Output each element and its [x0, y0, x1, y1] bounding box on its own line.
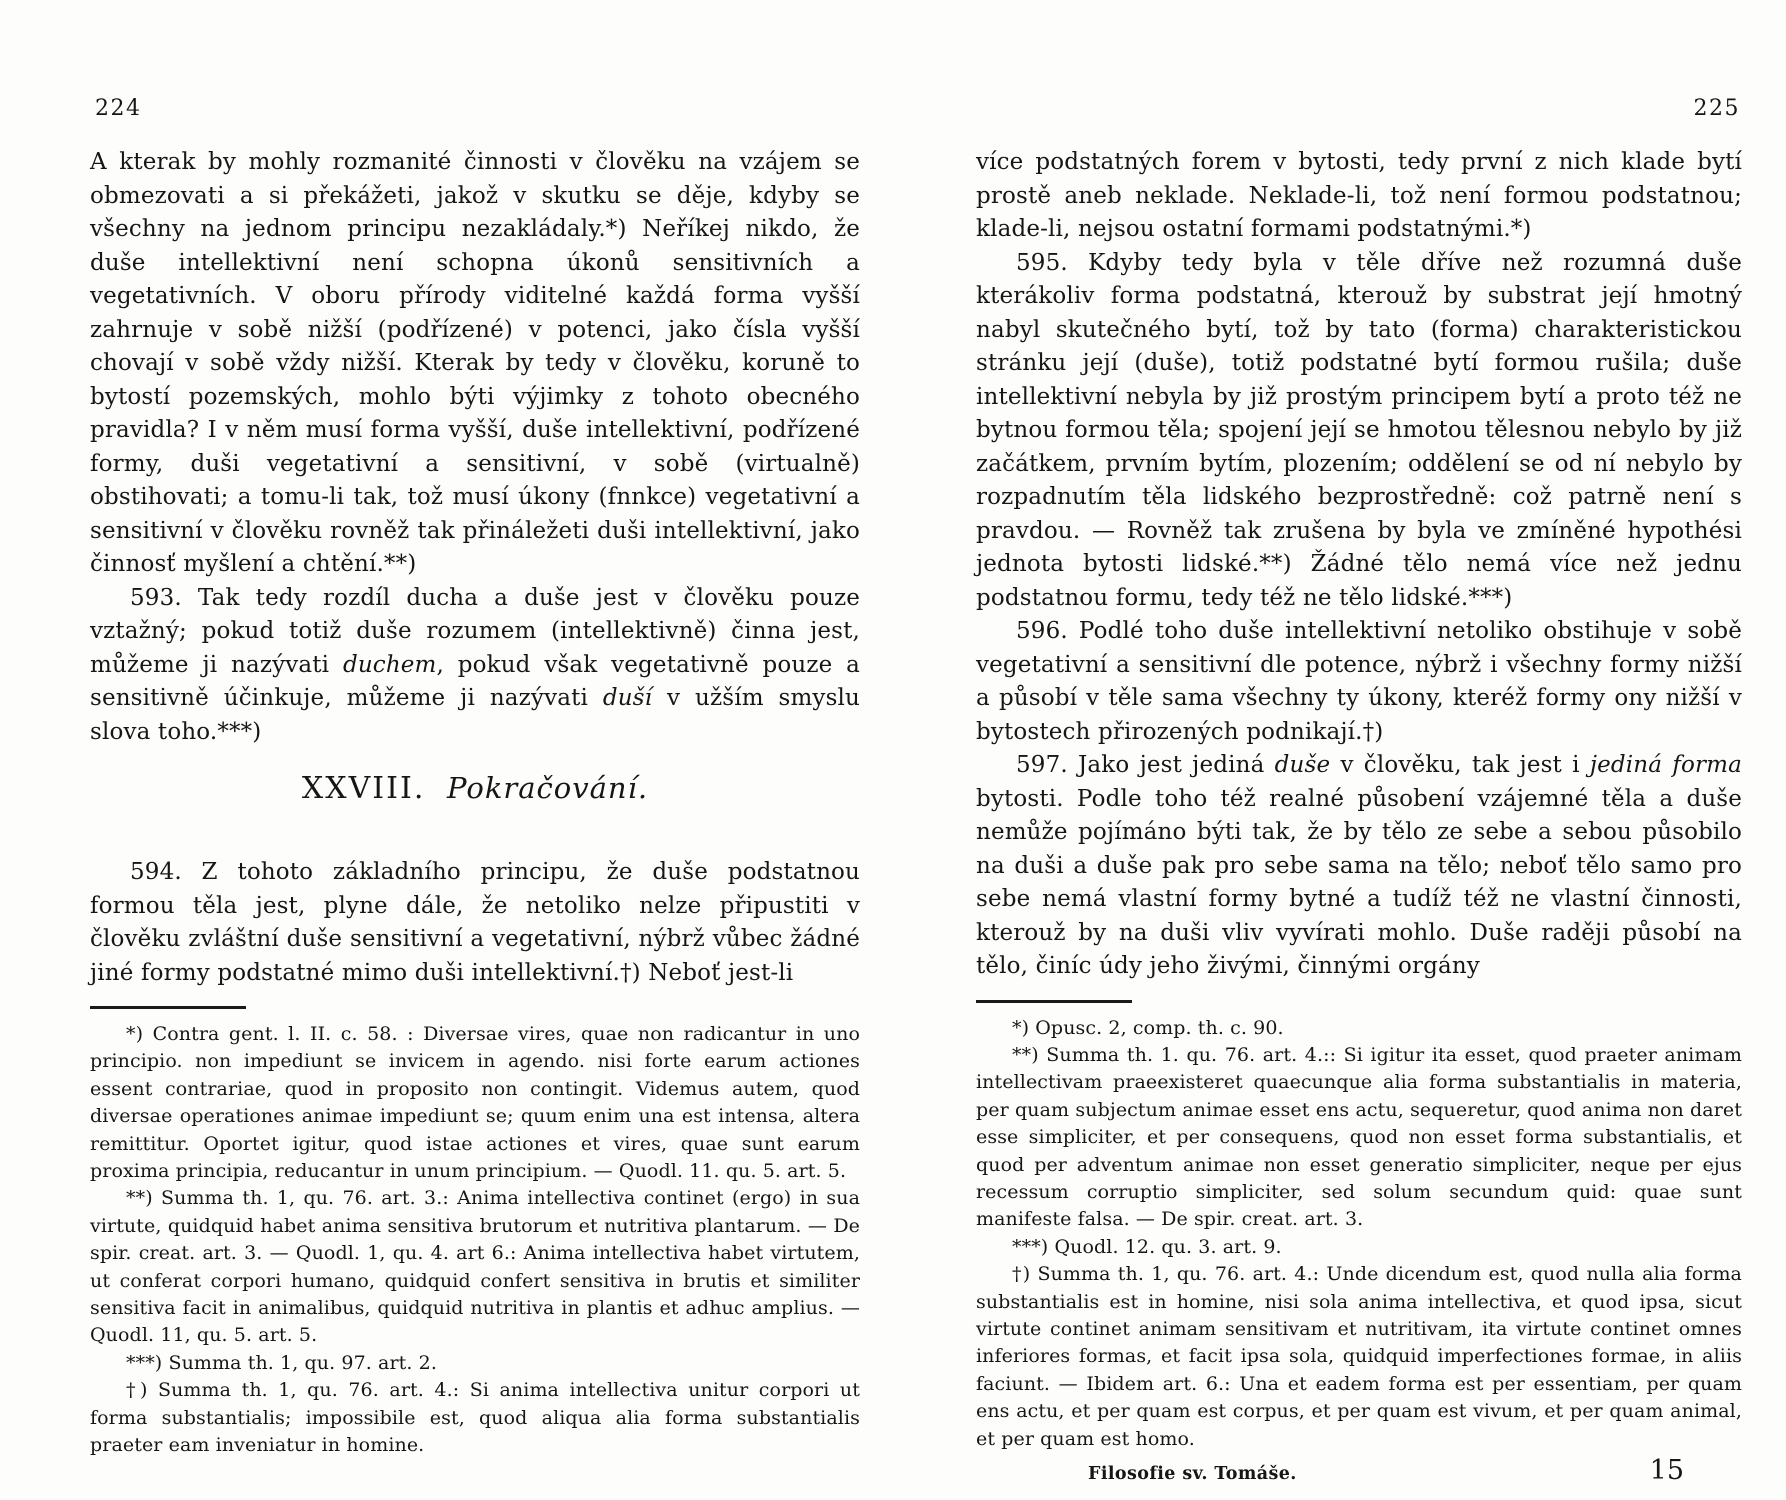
footnote: [976, 1015, 1742, 1042]
text-segment: 596. Podlé toho duše intellektivní netoliko obstihuje v sobě vegetativní a sensitivní dle potence, nýbrž i všechny formy nižší a působí v těle sama všechny ty úkony, kteréž formy ony nižší v bytostech přirozených podnikají.†): [976, 618, 1742, 745]
page-number-right: 225: [1693, 96, 1740, 121]
chapter-number: XXVIII.: [301, 771, 426, 806]
text-segment: *) Contra gent. l. II. c. 58. : Diversae vires, quae non radicantur in uno principio. non impediunt se invicem in agendo. nisi forte earum actiones essent contrariae, quod in proposito non contingit. Videmus autem, quod diversae operationes animae impediunt se; quum enim una est intensa, altera remittitur. Oportet igitur, quod istae actiones et vires, quae sunt earum proxima principia, reducantur in unum principium. — Quodl. 11. qu. 5. art. 5.: [90, 1023, 860, 1183]
text-segment: jediná forma: [1589, 752, 1742, 778]
footnotes-right: [976, 1015, 1742, 1454]
page-footer: [976, 1453, 1742, 1486]
body-text-left-top: [90, 146, 860, 749]
chapter-title: Pokračování.: [447, 771, 649, 805]
page-224: [90, 96, 860, 1460]
paragraph: [90, 582, 860, 750]
footnote: [90, 1350, 860, 1377]
text-segment: †) Summa th. 1, qu. 76. art. 4.: Unde dicendum est, quod nulla alia forma substantialis est in homine, nisi sola anima intellectiva, et quod ipsa, sicut virtute continet animam sensitivam et nutritivam, ita virtute continet omnes inferiores formas, et facit ipsa sola, quidquid imperfectiones formae, in aliis faciunt. — Ibidem art. 6.: Una et eadem forma est per essentiam, per quam ens actu, et per quam est corpus, et per quam est vivum, et per quam animal, et per quam est homo.: [976, 1263, 1742, 1450]
footnote: [976, 1234, 1742, 1261]
text-segment: 595. Kdyby tedy byla v těle dříve než rozumná duše kterákoliv forma podstatná, kterouž by substrat její hmotný nabyl skutečného bytí, tož by tato (forma) charakteristickou stránku její (duše), totiž podstatné bytí formou rušila; duše intellektivní nebyla by již prostým principem bytí a proto též ne bytnou formou těla; spojení její se hmotou tělesnou nebylo by již začátkem, prvním bytím, plozením; oddělení se od ní nebylo by rozpadnutím těla lidského bezprostředně: což patrně není s pravdou. — Rovněž tak zrušena by byla ve zmíněné hypothési jednota bytosti lidské.**) Žádné tělo nemá více než jednu podstatnou formu, tedy též ne tělo lidské.***): [976, 249, 1742, 611]
footnote: [976, 1261, 1742, 1453]
signature-number: 15: [1649, 1455, 1684, 1486]
page-225: [976, 96, 1742, 1486]
text-segment: v užším smyslu slova toho.***): [90, 685, 861, 745]
text-segment: 594. Z tohoto základního principu, že duše podstatnou formou těla jest, plyne dále, že netoliko nelze připustiti v člověku zvláštní duše sensitivní a vegetativní, nýbrž vůbec žádné jiné formy podstatné mimo duši intellektivní.†) Neboť jest-li: [90, 859, 860, 986]
paragraph: [90, 146, 860, 582]
footnote-separator-left: [90, 1006, 246, 1009]
text-segment: ***) Quodl. 12. qu. 3. art. 9.: [1012, 1235, 1282, 1258]
footnote-separator-right: [976, 1000, 1132, 1003]
text-segment: **) Summa th. 1. qu. 76. art. 4.:: Si igitur ita esset, quod praeter animam intellectivam praeexisteret quaecunque alia forma substantialis in materia, per quam subjectum animae esset ens actu, sequeretur, quod anima non daret esse simpliciter, et per consequens, quod non esset forma substantialis, et quod per adventum animae non esset generatio simpliciter, neque per ejus recessum corruptio simpliciter, sed solum secundum quid: quae sunt manifeste falsa. — De spir. creat. art. 3.: [976, 1043, 1742, 1231]
text-segment: , pokud však vegetativně pouze a sensitivně účinkuje, můžeme ji nazývati: [90, 651, 860, 711]
text-segment: **) Summa th. 1, qu. 76. art. 3.: Anima intellectiva continet (ergo) in sua virtute, quidquid habet anima sensitiva brutorum et nutritiva plantarum. — De spir. creat. art. 3. — Quodl. 1, qu. 4. art 6.: Anima intellectiva habet virtutem, ut conferat corpori humano, quidquid confert sensitiva in brutis et similiter sensitiva facit in animalibus, quidquid nutritiva in plantis et adhuc amplius. — Quodl. 11, qu. 5. art. 5.: [90, 1187, 860, 1347]
text-segment: †) Summa th. 1, qu. 76. art. 4.: Si anima intellectiva unitur corpori ut forma substantialis; impossibile est, quod aliqua alia forma substantialis praeter eam inveniatur in homine.: [90, 1379, 860, 1457]
paragraph: [976, 615, 1742, 749]
paragraph: [976, 146, 1742, 247]
text-segment: duchem: [342, 651, 437, 678]
text-segment: duše: [1274, 752, 1331, 778]
chapter-heading: [90, 771, 860, 806]
text-segment: A kterak by mohly rozmanité činnosti v člověku na vzájem se obmezovati a si překážeti, jakož v skutku se děje, kdyby se všechny na jednom principu nezakládaly.*) Neříkej nikdo, že duše intellektivní není schopna úkonů sensitivních a vegetativních. V oboru přírody viditelné každá forma vyšší zahrnuje v sobě nižší (podřízené) v potenci, jako čísla vyšší chovají v sobě vždy nižší. Kterak by tedy v člověku, koruně to bytostí pozemských, mohlo býti výjimky z tohoto obecného pravidla? I v něm musí forma vyšší, duše intellektivní, podřízené formy, duši vegetativní a sensitivní, v sobě (virtualně) obstihovati; a tomu-li tak, tož musí úkony (fnnkce) vegetativní a sensitivní v člověku rovněž tak přináležeti duši intellektivní, jako činnosť myšlení a chtění.**): [90, 149, 860, 577]
text-segment: 593. Tak tedy rozdíl ducha a duše jest v člověku pouze vztažný; pokud totiž duše rozumem (intellektivně) činna jest, můžeme ji nazývati: [90, 584, 860, 678]
text-segment: v člověku, tak jest i: [1330, 752, 1590, 778]
paragraph: [90, 856, 860, 990]
text-segment: více podstatných forem v bytosti, tedy první z nich klade bytí prostě aneb neklade. Neklade-li, tož není formou podstatnou; klade-li, nejsou ostatní formami podstatnými.*): [976, 149, 1742, 242]
text-segment: bytosti. Podle toho též realné působení vzájemné těla a duše nemůže pojímáno býti tak, že by tělo ze sebe a sebou působilo na duši a duše pak pro sebe sama na tělo; neboť tělo samo pro sebe nemá vlastní formy bytné a tudíž též ne vlastní činnosti, kterouž by na duši vliv vyvírati mohlo. Duše raději působí na tělo, činíc údy jeho živými, činnými orgány: [976, 785, 1742, 979]
footnote: [90, 1185, 860, 1349]
text-segment: *) Opusc. 2, comp. th. c. 90.: [1012, 1016, 1284, 1039]
text-segment: ***) Summa th. 1, qu. 97. art. 2.: [126, 1351, 438, 1374]
body-text-right: [976, 146, 1742, 984]
page-number-left: 224: [95, 96, 142, 121]
paragraph: [976, 749, 1742, 984]
footnote: [976, 1042, 1742, 1234]
imprint-title: Filosofie sv. Tomáše.: [1088, 1464, 1297, 1484]
footnote: [90, 1021, 860, 1185]
footnote: [90, 1377, 860, 1459]
footnotes-left: [90, 1021, 860, 1460]
paragraph: [976, 247, 1742, 616]
text-segment: duší: [602, 685, 653, 711]
text-segment: 597. Jako jest jediná: [1016, 752, 1275, 778]
body-text-left-bottom: [90, 856, 860, 990]
